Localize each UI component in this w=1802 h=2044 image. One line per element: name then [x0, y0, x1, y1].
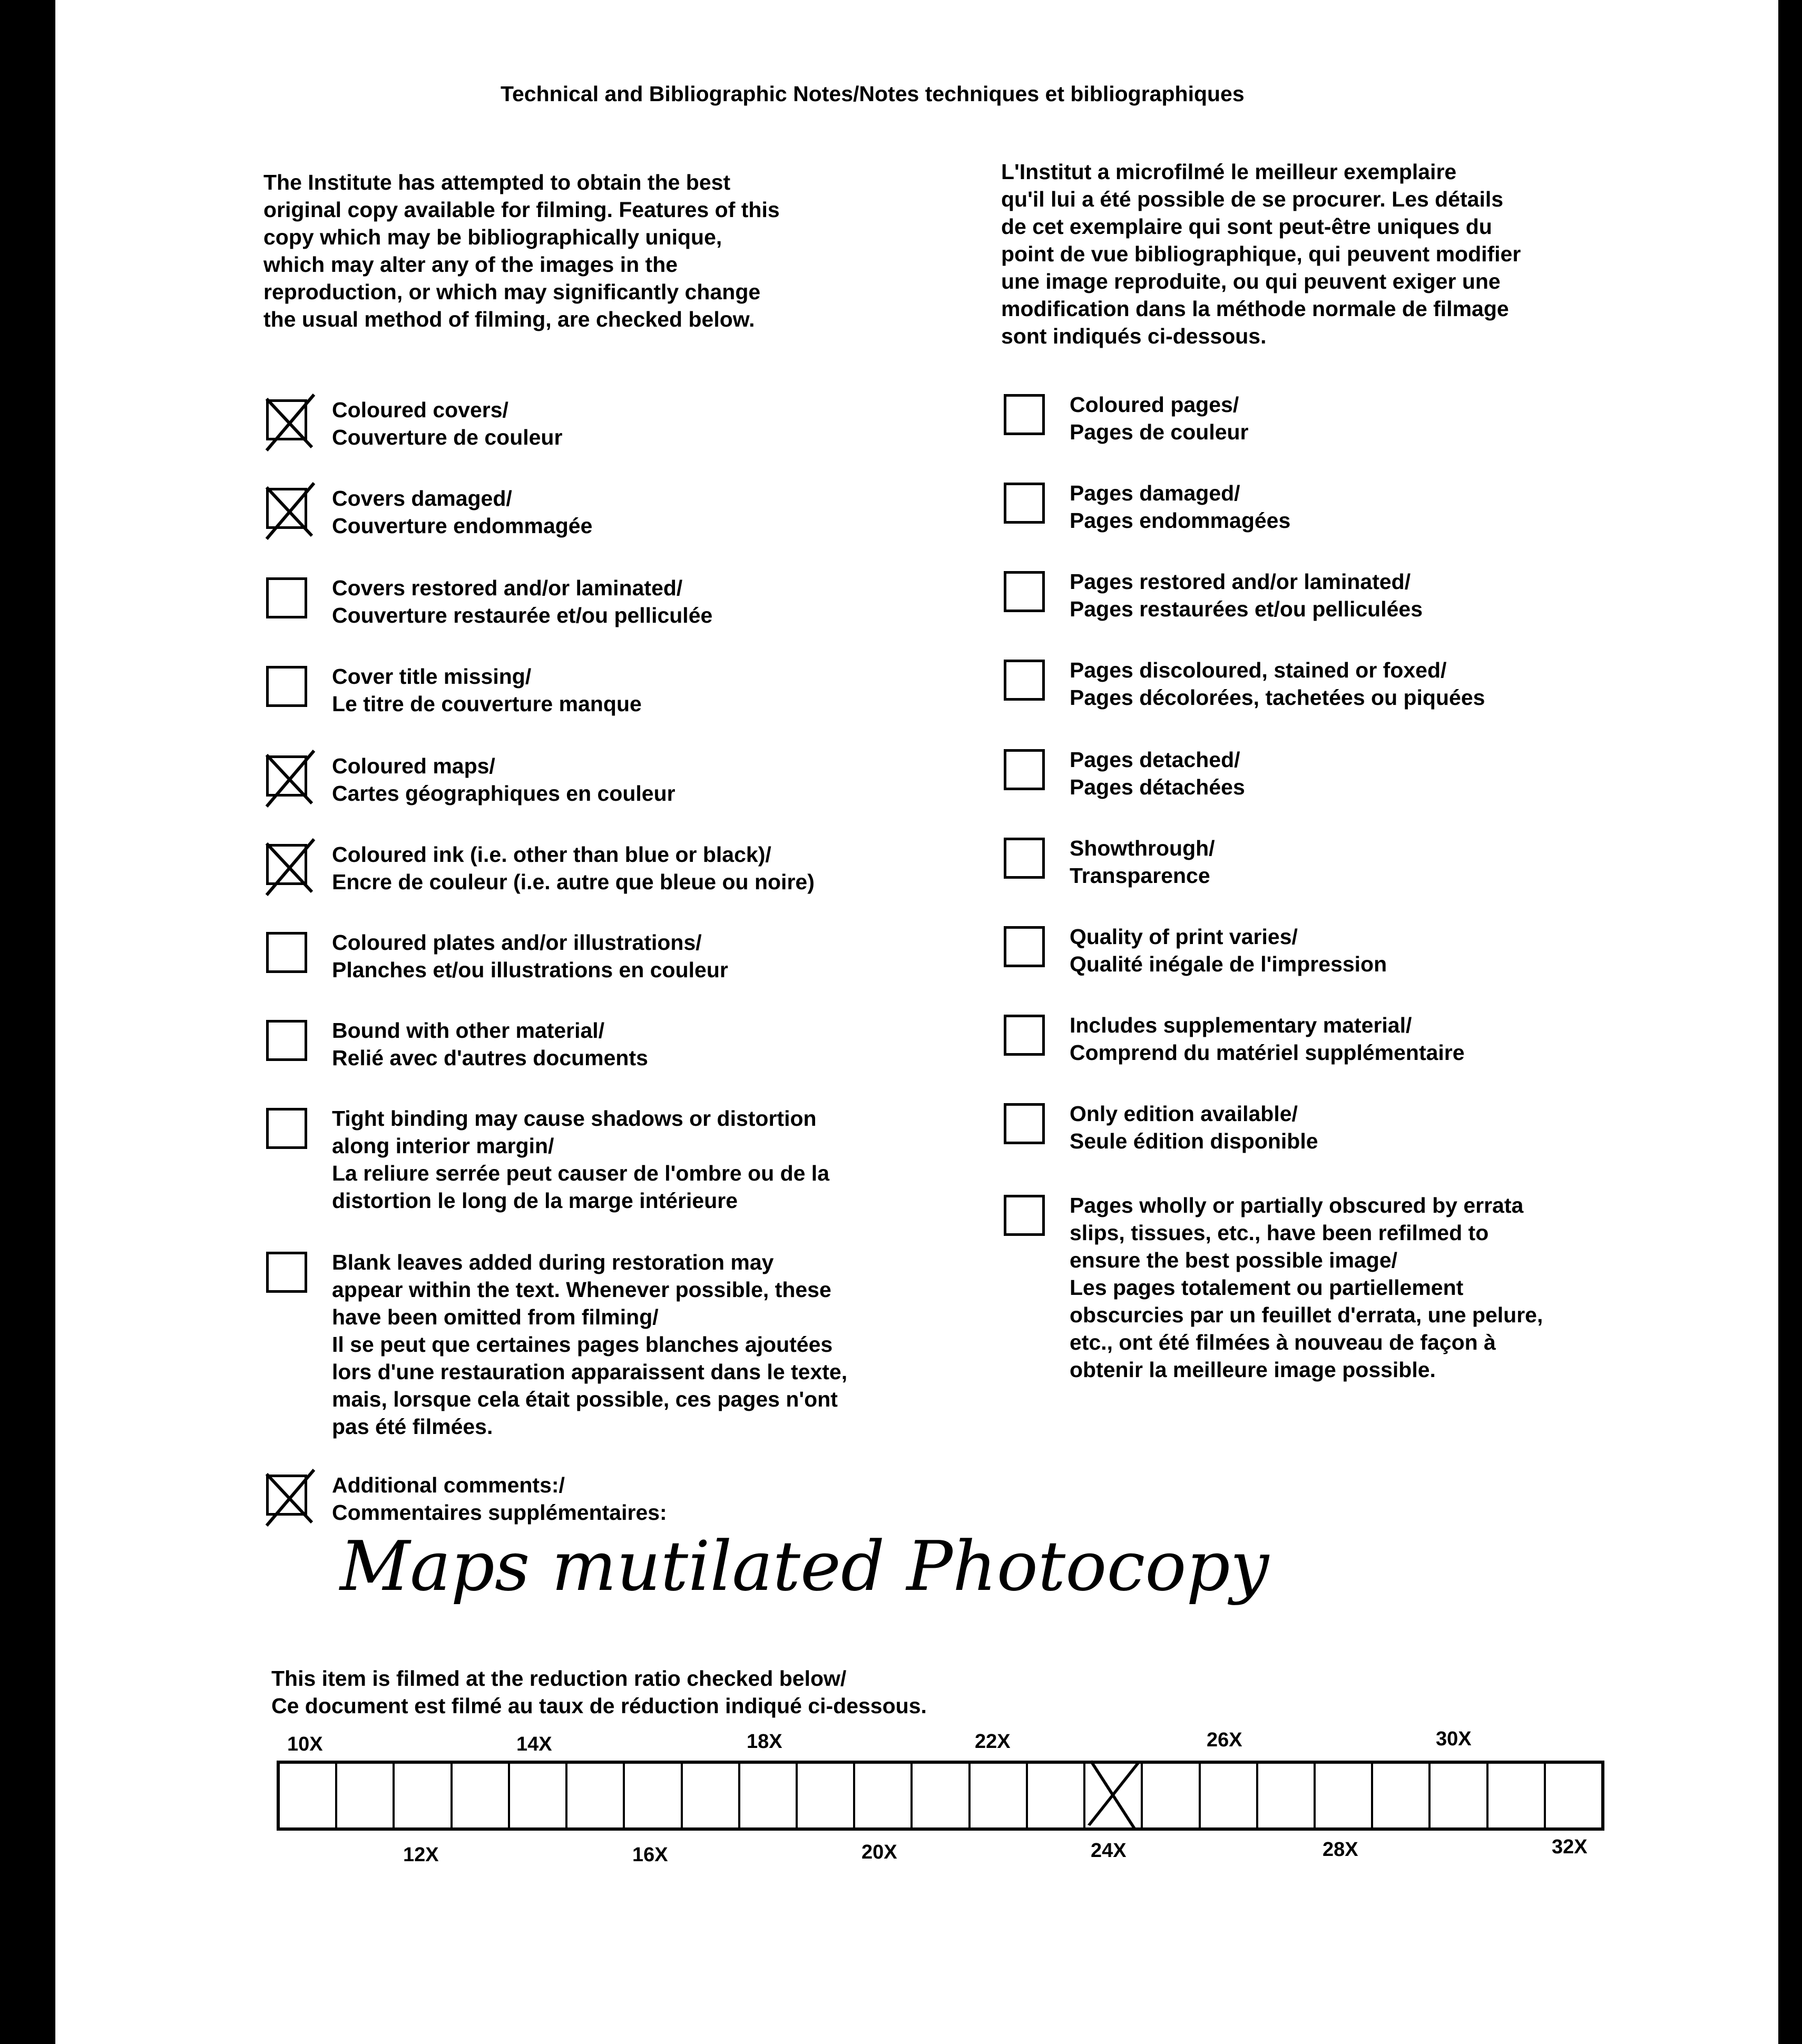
scale-cell[interactable] — [1546, 1764, 1601, 1827]
checklist-label — [332, 574, 712, 629]
scale-cell[interactable] — [1258, 1764, 1316, 1827]
check-mark-icon — [259, 392, 319, 453]
page-title: Technical and Bibliographic Notes/Notes techniques et bibliographiques — [501, 82, 1245, 106]
checklist-label-line: Pages discoloured, stained or foxed/ — [1070, 658, 1447, 682]
scale-cell[interactable] — [1201, 1764, 1258, 1827]
checklist-label — [332, 752, 675, 807]
check-mark-icon — [259, 481, 319, 541]
scale-cell[interactable] — [683, 1764, 740, 1827]
checklist-label-line: lors d'une restauration apparaissent dans le texte, — [332, 1360, 848, 1384]
checklist-label-line: Il se peut que certaines pages blanches ajoutées — [332, 1332, 833, 1357]
checklist-label-line: Pages damaged/ — [1070, 481, 1240, 505]
checklist-label-line: Coloured plates and/or illustrations/ — [332, 930, 702, 955]
scale-cell[interactable] — [913, 1764, 970, 1827]
scale-cell[interactable] — [1373, 1764, 1431, 1827]
checklist-label — [1070, 391, 1249, 446]
scale-label-10x: 10X — [287, 1733, 323, 1755]
scale-cell[interactable] — [1143, 1764, 1200, 1827]
checkbox[interactable] — [1004, 926, 1045, 967]
intro-line: copy which may be bibliographically unique, — [263, 225, 722, 249]
scale-label-32x: 32X — [1552, 1836, 1588, 1858]
checklist-label-line: Relié avec d'autres documents — [332, 1046, 648, 1070]
checklist-label-line: Coloured ink (i.e. other than blue or black)/ — [332, 842, 771, 867]
checklist-label — [332, 1017, 648, 1072]
scale-cell[interactable] — [971, 1764, 1028, 1827]
checklist-label-line: slips, tissues, etc., have been refilmed to — [1070, 1221, 1489, 1245]
checklist-label-line: Transparence — [1070, 863, 1210, 888]
intro-line: modification dans la méthode normale de filmage — [1001, 297, 1509, 321]
scale-label-26x: 26X — [1207, 1729, 1242, 1751]
checklist-label-line: La reliure serrée peut causer de l'ombre ou de la — [332, 1161, 830, 1185]
checklist-label-line: Quality of print varies/ — [1070, 925, 1298, 949]
intro-line: qu'il lui a été possible de se procurer. Les détails — [1001, 187, 1504, 211]
checklist-label — [332, 1249, 847, 1440]
check-mark-icon — [1081, 1758, 1145, 1835]
checkbox[interactable] — [266, 1252, 307, 1293]
scale-cell[interactable] — [280, 1764, 337, 1827]
check-mark-icon — [259, 1468, 319, 1528]
checklist-label-line: Les pages totalement ou partiellement — [1070, 1275, 1464, 1300]
checklist-label-line: Comprend du matériel supplémentaire — [1070, 1040, 1465, 1065]
intro-line: une image reproduite, ou qui peuvent exiger une — [1001, 269, 1501, 293]
checklist-label — [1070, 656, 1485, 711]
checklist-label-line: etc., ont été filmées à nouveau de façon à — [1070, 1330, 1496, 1354]
checkbox[interactable] — [266, 844, 307, 885]
checklist-label — [332, 929, 728, 984]
scale-cell[interactable] — [855, 1764, 913, 1827]
checklist-label-line: Qualité inégale de l'impression — [1070, 952, 1387, 976]
intro-line: which may alter any of the images in the — [263, 252, 678, 277]
scale-cell[interactable] — [798, 1764, 855, 1827]
checklist-label-line: obtenir la meilleure image possible. — [1070, 1358, 1436, 1382]
scale-label-18x: 18X — [747, 1731, 782, 1753]
scale-cell[interactable] — [1085, 1764, 1143, 1827]
checklist-label-line: mais, lorsque cela était possible, ces pages n'ont — [332, 1387, 838, 1411]
checkbox[interactable] — [1004, 1195, 1045, 1236]
checklist-label-line: along interior margin/ — [332, 1134, 554, 1158]
checklist-label-line: Coloured maps/ — [332, 754, 495, 778]
checklist-label — [1070, 746, 1245, 801]
checklist-label-line: Covers restored and/or laminated/ — [332, 576, 683, 600]
check-mark-icon — [259, 837, 319, 897]
checklist-label — [1070, 1011, 1465, 1066]
checkbox[interactable] — [266, 577, 307, 618]
checklist-label — [1070, 834, 1215, 889]
intro-line: reproduction, or which may significantly change — [263, 280, 761, 304]
checklist-label-line: Covers damaged/ — [332, 486, 512, 510]
checkbox[interactable] — [1004, 571, 1045, 612]
scale-label-22x: 22X — [975, 1731, 1011, 1753]
intro-line: sont indiqués ci-dessous. — [1001, 324, 1267, 348]
checklist-label — [332, 663, 642, 718]
checkbox[interactable] — [1004, 1103, 1045, 1144]
checkbox[interactable] — [1004, 1015, 1045, 1056]
scale-label-14x: 14X — [516, 1733, 552, 1755]
checkbox[interactable] — [266, 488, 307, 529]
scan-border — [0, 0, 55, 2044]
scale-cell[interactable] — [567, 1764, 625, 1827]
checklist-label-line: appear within the text. Whenever possible, these — [332, 1278, 831, 1302]
scale-cell[interactable] — [395, 1764, 452, 1827]
checklist-label-line: Planches et/ou illustrations en couleur — [332, 958, 728, 982]
checklist-label — [332, 841, 815, 896]
checklist-label-line: Encre de couleur (i.e. autre que bleue ou noire) — [332, 870, 815, 894]
checklist-label-line: Only edition available/ — [1070, 1102, 1298, 1126]
checklist-label — [332, 396, 562, 451]
checklist-label — [1070, 1100, 1318, 1155]
checklist-label-line: Pages détachées — [1070, 775, 1245, 799]
checkbox[interactable] — [1004, 394, 1045, 435]
scale-label-16x: 16X — [632, 1844, 668, 1866]
checklist-label-line: Commentaires supplémentaires: — [332, 1500, 667, 1525]
scale-cell[interactable] — [1488, 1764, 1546, 1827]
checklist-label-line: Pages detached/ — [1070, 748, 1240, 772]
checklist-label — [332, 1105, 829, 1214]
checklist-label — [1070, 1192, 1543, 1383]
checklist-label-line: Tight binding may cause shadows or distortion — [332, 1106, 817, 1131]
checklist-label-line: Cartes géographiques en couleur — [332, 781, 675, 805]
reduction-ratio-scale — [277, 1761, 1604, 1831]
scale-label-20x: 20X — [861, 1841, 897, 1863]
ratio-heading-line: Ce document est filmé au taux de réduction indiqué ci-dessous. — [271, 1694, 927, 1718]
checklist-label-line: Pages restored and/or laminated/ — [1070, 569, 1411, 594]
checklist-label-line: Showthrough/ — [1070, 836, 1215, 860]
checklist-label-line: pas été filmées. — [332, 1414, 493, 1439]
scale-label-30x: 30X — [1436, 1728, 1472, 1750]
intro-line: The Institute has attempted to obtain the best — [263, 170, 731, 194]
scale-cell[interactable] — [337, 1764, 395, 1827]
checkbox[interactable] — [266, 666, 307, 707]
intro-line: original copy available for filming. Features of this — [263, 198, 780, 222]
checklist-label-line: distortion le long de la marge intérieure — [332, 1188, 738, 1213]
checklist-label-line: Pages endommagées — [1070, 508, 1291, 533]
checklist-label-line: have been omitted from filming/ — [332, 1305, 659, 1329]
checklist-label-line: Cover title missing/ — [332, 664, 532, 689]
scale-cell[interactable] — [1316, 1764, 1373, 1827]
checklist-label — [1070, 479, 1290, 534]
checklist-label-line: Includes supplementary material/ — [1070, 1013, 1412, 1037]
checklist-label-line: ensure the best possible image/ — [1070, 1248, 1398, 1272]
checklist-label-line: Coloured pages/ — [1070, 392, 1239, 417]
checklist-label-line: Additional comments:/ — [332, 1473, 565, 1497]
checklist-label — [1070, 568, 1423, 623]
scale-cell[interactable] — [740, 1764, 798, 1827]
checklist-label-line: Pages wholly or partially obscured by errata — [1070, 1193, 1524, 1217]
checklist-label-line: Couverture de couleur — [332, 425, 563, 449]
scale-label-24x: 24X — [1091, 1840, 1127, 1862]
intro-line: L'Institut a microfilmé le meilleur exemplaire — [1001, 160, 1457, 184]
scale-cell[interactable] — [1431, 1764, 1488, 1827]
intro-french — [1001, 158, 1521, 350]
checklist-label-line: Couverture endommagée — [332, 514, 593, 538]
intro-line: de cet exemplaire qui sont peut-être uniques du — [1001, 214, 1492, 239]
checklist-label-line: Couverture restaurée et/ou pelliculée — [332, 603, 713, 627]
scale-cell[interactable] — [453, 1764, 510, 1827]
checkbox[interactable] — [266, 1475, 307, 1516]
scale-cell[interactable] — [1028, 1764, 1085, 1827]
handwritten-comment-text: Maps mutilated Photocopy — [340, 1526, 1269, 1606]
checklist-label-line: Pages de couleur — [1070, 420, 1249, 444]
checklist-label — [1070, 923, 1387, 978]
checkbox[interactable] — [1004, 660, 1045, 701]
checkbox[interactable] — [266, 1108, 307, 1149]
intro-line: the usual method of filming, are checked below. — [263, 307, 755, 331]
checkbox[interactable] — [266, 932, 307, 973]
checklist-label-line: Blank leaves added during restoration may — [332, 1250, 774, 1274]
check-mark-icon — [259, 749, 319, 809]
checkbox[interactable] — [1004, 483, 1045, 524]
handwritten-comment — [335, 1516, 1269, 1622]
checkbox[interactable] — [266, 1020, 307, 1061]
scale-cell[interactable] — [625, 1764, 682, 1827]
checklist-label-line: Pages décolorées, tachetées ou piquées — [1070, 685, 1485, 710]
intro-english — [263, 169, 780, 333]
checklist-label-line: Pages restaurées et/ou pelliculées — [1070, 597, 1423, 621]
checklist-label-line: Seule édition disponible — [1070, 1129, 1318, 1153]
scale-label-28x: 28X — [1323, 1839, 1358, 1861]
checklist-label-line: Bound with other material/ — [332, 1018, 605, 1043]
checkbox[interactable] — [1004, 749, 1045, 790]
checkbox[interactable] — [266, 399, 307, 440]
notes-page — [55, 0, 1778, 2044]
checklist-label-line: obscurcies par un feuillet d'errata, une pelure, — [1070, 1303, 1543, 1327]
ratio-heading-line: This item is filmed at the reduction ratio checked below/ — [271, 1666, 847, 1691]
checkbox[interactable] — [1004, 838, 1045, 879]
checklist-label-line: Le titre de couverture manque — [332, 692, 642, 716]
checklist-label-line: Coloured covers/ — [332, 398, 508, 422]
scale-cell[interactable] — [510, 1764, 567, 1827]
reduction-ratio-heading — [271, 1665, 927, 1719]
checkbox[interactable] — [266, 755, 307, 797]
scale-label-12x: 12X — [403, 1844, 439, 1866]
intro-line: point de vue bibliographique, qui peuvent modifier — [1001, 242, 1521, 266]
checklist-label — [332, 485, 592, 539]
